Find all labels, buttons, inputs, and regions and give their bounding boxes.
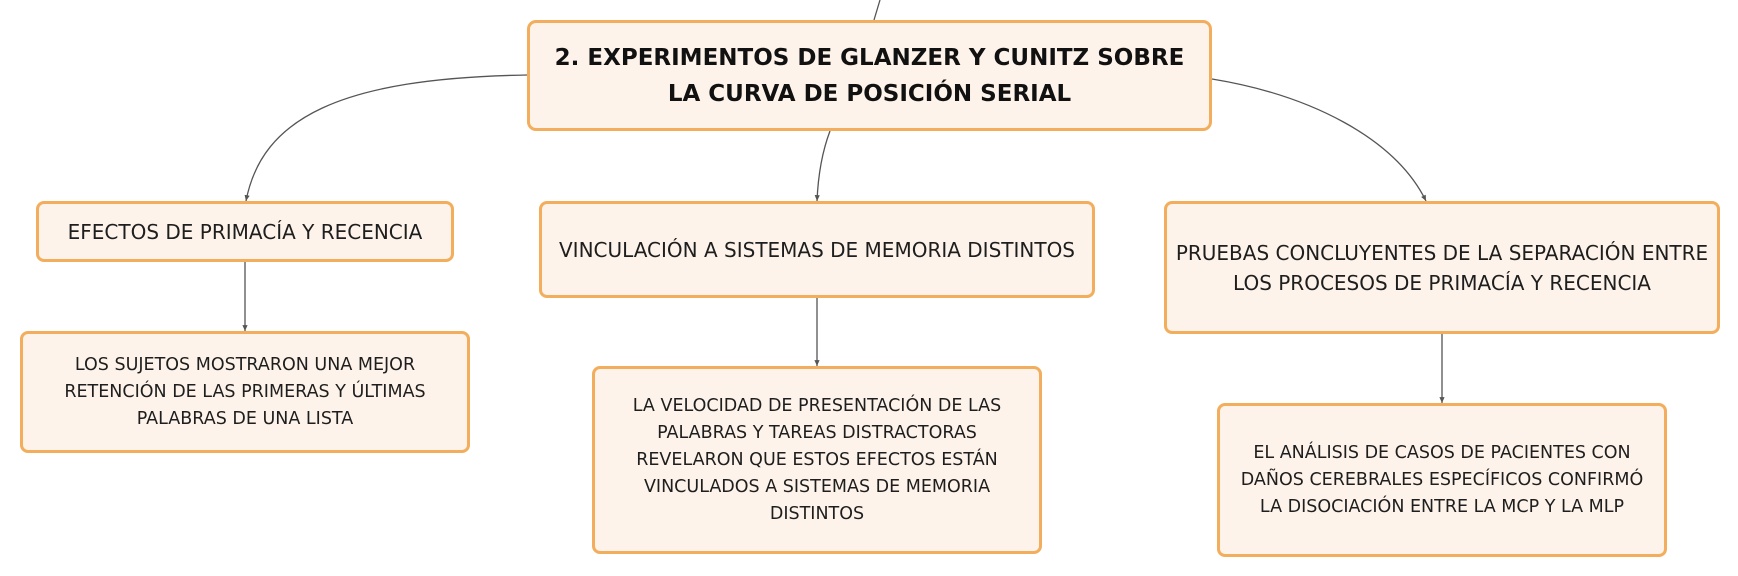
connector-central-to-pruebas	[1212, 79, 1426, 201]
central-topic-title: 2. EXPERIMENTOS DE GLANZER Y CUNITZ SOBRE LA CURVA DE POSICIÓN SERIAL	[554, 44, 1185, 107]
topic-node-primacia-recencia[interactable]	[36, 201, 454, 262]
subtopic-node-analisis-pacientes[interactable]	[1217, 403, 1667, 557]
subtopic-text-sujetos-retencion: LOS SUJETOS MOSTRARON UNA MEJOR RETENCIÓN DE LAS PRIMERAS Y ÚLTIMAS PALABRAS DE UNA LISTA	[64, 354, 426, 429]
subtopic-text-analisis-pacientes: EL ANÁLISIS DE CASOS DE PACIENTES CON DAÑOS CEREBRALES ESPECÍFICOS CONFIRMÓ LA DISOCIACIÓN ENTRE LA MCP Y LA MLP	[1240, 442, 1644, 517]
topic-title-pruebas-concluyentes: PRUEBAS CONCLUYENTES DE LA SEPARACIÓN ENTRE LOS PROCESOS DE PRIMACÍA Y RECENCIA	[1175, 240, 1709, 295]
subtopic-node-sujetos-retencion[interactable]	[20, 331, 470, 453]
topic-node-pruebas-concluyentes[interactable]	[1164, 201, 1720, 334]
connector-parent-to-central	[874, 0, 880, 20]
connector-central-to-vinculacion	[817, 131, 830, 201]
subtopic-text-velocidad-presentacion: LA VELOCIDAD DE PRESENTACIÓN DE LAS PALABRAS Y TAREAS DISTRACTORAS REVELARON QUE ESTOS EFECTOS ESTÁN VINCULADOS A SISTEMAS DE MEMORIA DISTINTOS	[632, 395, 1002, 524]
subtopic-node-velocidad-presentacion[interactable]	[592, 366, 1042, 554]
central-topic-node[interactable]	[527, 20, 1212, 131]
topic-title-primacia-recencia: EFECTOS DE PRIMACÍA Y RECENCIA	[67, 219, 423, 244]
topic-node-vinculacion-memoria[interactable]	[539, 201, 1095, 298]
topic-title-vinculacion-memoria: VINCULACIÓN A SISTEMAS DE MEMORIA DISTINTOS	[558, 237, 1075, 262]
connector-central-to-primacia	[246, 75, 527, 201]
